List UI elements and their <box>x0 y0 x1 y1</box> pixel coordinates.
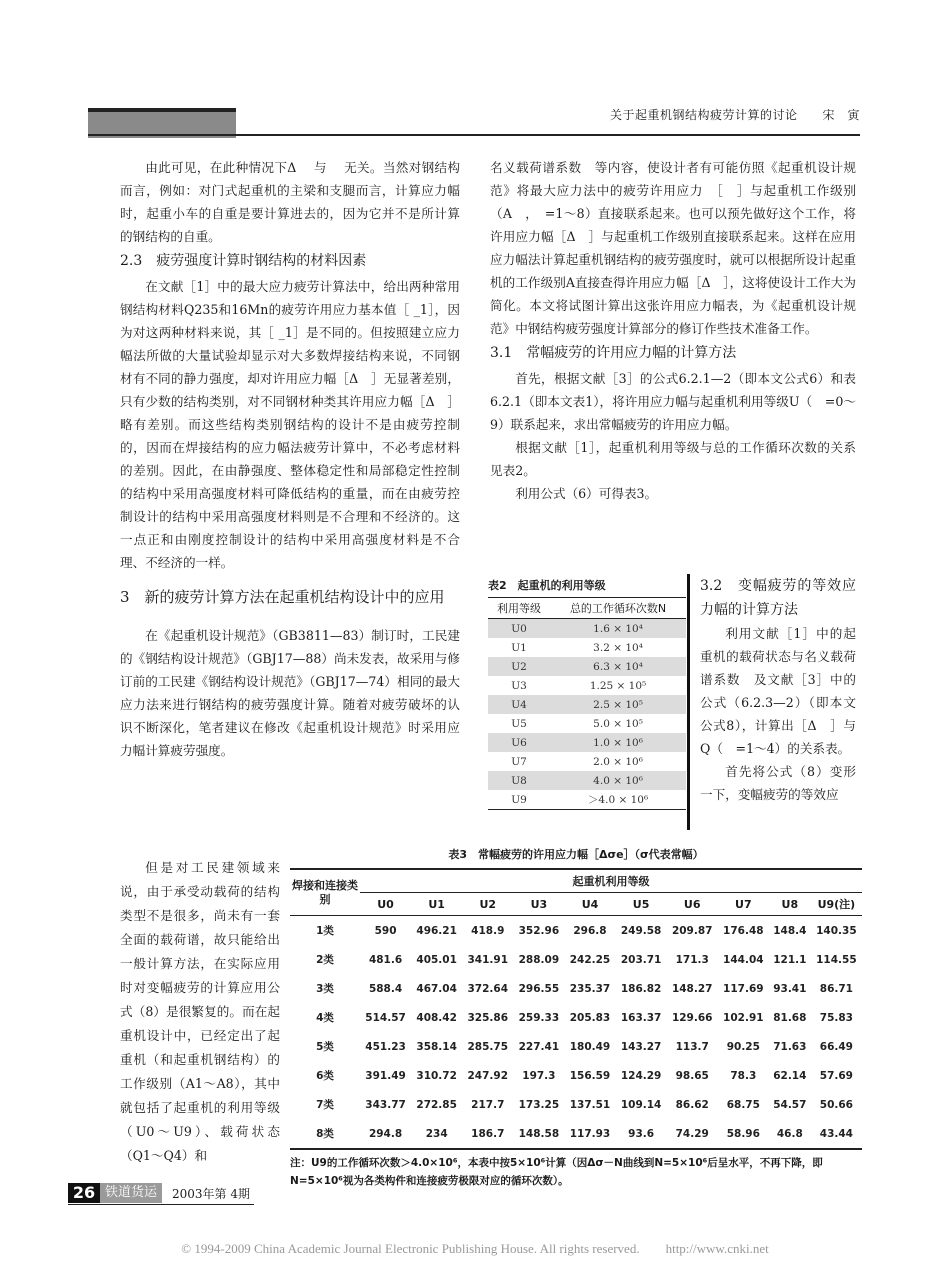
stress-range-cell: 358.14 <box>416 1040 457 1053</box>
cycle-count-cell: 6.3 × 10⁴ <box>550 657 686 676</box>
stress-range-cell: 81.68 <box>773 1011 807 1024</box>
stress-range-cell: 285.75 <box>467 1040 509 1053</box>
stress-range-cell: 451.23 <box>365 1040 406 1053</box>
section-heading: 3.1 常幅疲劳的许用应力幅的计算方法 <box>490 345 737 361</box>
weld-class-cell: 6类 <box>316 1070 334 1082</box>
stress-range-cell: 235.37 <box>569 982 611 995</box>
stress-range-cell: 54.57 <box>773 1098 807 1111</box>
stress-range-cell: 408.42 <box>416 1011 457 1024</box>
stress-range-cell: 173.25 <box>518 1098 560 1111</box>
stress-range-cell: 78.3 <box>730 1069 757 1082</box>
cycle-count-cell: ＞4.0 × 10⁶ <box>550 790 686 810</box>
stress-range-cell: 343.77 <box>365 1098 406 1111</box>
stress-range-cell: 481.6 <box>368 953 403 966</box>
stress-range-cell: 203.71 <box>620 953 662 966</box>
stress-range-cell: 272.85 <box>416 1098 457 1111</box>
table-row <box>488 676 686 695</box>
table-3-column-header: U9(注) <box>817 898 856 911</box>
cycle-count-cell: 3.2 × 10⁴ <box>593 641 643 654</box>
table-3-column-header: U8 <box>781 897 799 911</box>
weld-class-cell: 2类 <box>316 954 334 966</box>
table-2 <box>488 577 686 810</box>
table-row <box>488 714 686 733</box>
stress-range-cell: 180.49 <box>569 1040 611 1053</box>
utilization-class-cell: U0 <box>488 619 550 639</box>
paragraph: 首先，根据文献［3］的公式6.2.1—2（即本文公式6）和表6.2.1（即本文表1），将许用应力幅与起重机利用等级U（ =0～9）联系起来，求出常幅疲劳的许用应力幅。 <box>490 371 856 432</box>
table-3-column-header: U5 <box>632 897 650 911</box>
stress-range-cell: 496.21 <box>416 924 457 937</box>
table-row <box>488 657 686 676</box>
table-row <box>290 1032 862 1061</box>
stress-range-cell: 98.65 <box>675 1069 709 1082</box>
cycle-count-cell: 2.5 × 10⁵ <box>550 695 686 714</box>
cycle-count-cell: 1.25 × 10⁵ <box>589 679 647 692</box>
stress-range-cell: 93.6 <box>616 1119 667 1149</box>
section-heading: 3 新的疲劳计算方法在起重机结构设计中的应用 <box>120 588 445 606</box>
stress-range-cell: 148.27 <box>671 982 713 995</box>
table-row <box>488 638 686 657</box>
stress-range-cell: 186.7 <box>462 1119 513 1149</box>
left-bottom-text <box>120 856 280 1168</box>
weld-class-cell: 1类 <box>316 925 334 937</box>
stress-range-cell: 114.55 <box>816 953 857 966</box>
paragraph: 在文献［1］中的最大应力疲劳计算法中，给出两种常用钢结构材料Q235和16Mn的疲劳许用应力基本值［ _1］，因为对这两种材料来说，其［ _1］是不同的。但按照建立应力幅法所做的大量试验却显示对大多数焊接结构来说，不同钢材有不同的静力强度，却对许用应力幅［Δ ］无显著差别，只有少数的结构类别，对不同钢材种类其许用应力幅［Δ ］略有差别。而这些结构类别钢结构的设计不是由疲劳控制的，因而在焊接结构的应力幅法疲劳计算中，不必考虑材料的差别。因此，在由静强度、整体稳定性和局部稳定性控制的结构中采用高强度材料可降低结构的重量，而在由疲劳控制设计的结构中采用高强度材料则是不合理和不经济的。这一点正和由刚度控制设计的结构中采用高强度材料是不合理、不经济的一样。 <box>120 279 460 570</box>
stress-range-cell: 121.1 <box>773 953 807 966</box>
cycle-count-cell: 2.0 × 10⁶ <box>593 755 643 768</box>
stress-range-cell: 171.3 <box>675 953 709 966</box>
table-2-header: 利用等级 <box>488 598 550 619</box>
page-number: 26 <box>68 1183 100 1203</box>
stress-range-cell: 288.09 <box>518 953 560 966</box>
paragraph: 利用文献［1］中的起重机的载荷状态与名义载荷谱系数 及文献［3］中的公式（6.2.3—2）（即本文公式8），计算出［Δ ］与Q（ =1～4）的关系表。 <box>700 626 856 756</box>
stress-range-cell: 209.87 <box>671 924 713 937</box>
table-3-column-header: U7 <box>735 897 752 911</box>
stress-range-cell: 186.82 <box>620 982 662 995</box>
cycle-count-cell: 4.0 × 10⁶ <box>550 771 686 790</box>
side-column <box>700 574 856 806</box>
column-divider <box>687 574 690 830</box>
stress-range-cell: 57.69 <box>819 1069 853 1082</box>
table-row <box>488 619 686 639</box>
stress-range-cell: 467.04 <box>416 982 457 995</box>
utilization-class-cell: U4 <box>488 695 550 714</box>
table-2-header: 总的工作循环次数N <box>550 598 686 619</box>
table-3-column-header: U4 <box>581 897 599 911</box>
stress-range-cell: 590 <box>374 924 397 937</box>
table-row <box>290 1061 862 1090</box>
table-row <box>488 733 686 752</box>
stress-range-cell: 242.25 <box>569 953 611 966</box>
table-3-group-header: 起重机利用等级 <box>360 869 862 893</box>
running-header-author: 宋 寅 <box>822 108 860 122</box>
stress-range-cell: 102.91 <box>723 1011 764 1024</box>
stress-range-cell: 296.8 <box>573 924 607 937</box>
stress-range-cell: 391.49 <box>365 1069 406 1082</box>
table-3-column-header: U1 <box>428 897 445 911</box>
stress-range-cell: 86.71 <box>819 982 853 995</box>
header-rule <box>88 134 860 136</box>
stress-range-cell: 144.04 <box>723 953 764 966</box>
stress-range-cell: 109.14 <box>620 1098 662 1111</box>
stress-range-cell: 259.33 <box>518 1011 560 1024</box>
running-header-title: 关于起重机钢结构疲劳计算的讨论 <box>609 108 798 122</box>
table-2-caption: 表2 起重机的利用等级 <box>488 579 606 592</box>
weld-class-cell: 8类 <box>290 1119 360 1149</box>
stress-range-cell: 310.72 <box>416 1069 457 1082</box>
table-row <box>290 974 862 1003</box>
stress-range-cell: 140.35 <box>816 924 857 937</box>
table-3-corner-header: 焊接和连接类别 <box>292 878 358 906</box>
table-2-grid <box>488 597 686 810</box>
cycle-count-cell: 1.6 × 10⁴ <box>550 619 686 639</box>
stress-range-cell: 296.55 <box>518 982 560 995</box>
section-heading: 2.3 疲劳强度计算时钢结构的材料因素 <box>120 253 367 269</box>
stress-range-cell: 341.91 <box>467 953 509 966</box>
stress-range-cell: 249.58 <box>620 924 662 937</box>
table-row <box>488 771 686 790</box>
paragraph: 利用公式（6）可得表3。 <box>515 486 658 501</box>
stress-range-cell: 93.41 <box>773 982 807 995</box>
stress-range-cell: 514.57 <box>365 1011 406 1024</box>
table-3-column-header: U6 <box>683 897 701 911</box>
paragraph: 但是对工民建领域来说，由于承受动载荷的结构类型不是很多，尚未有一套全面的载荷谱，故只能给出一般计算方法，在实际应用时对变幅疲劳的计算应用公式（8）是很繁复的。而在起重机设计中，已经定出了起重机（和起重机钢结构）的工作级别（A1～A8），其中就包括了起重机的利用等级（U0～U9）、载荷状态（Q1～Q4）和 <box>120 860 280 1163</box>
stress-range-cell: 143.27 <box>620 1040 662 1053</box>
stress-range-cell: 66.49 <box>819 1040 853 1053</box>
stress-range-cell: 86.62 <box>675 1098 709 1111</box>
stress-range-cell: 205.83 <box>569 1011 611 1024</box>
stress-range-cell: 62.14 <box>773 1069 807 1082</box>
stress-range-cell: 217.7 <box>471 1098 505 1111</box>
utilization-class-cell: U2 <box>488 657 550 676</box>
stress-range-cell: 124.29 <box>620 1069 662 1082</box>
stress-range-cell: 325.86 <box>467 1011 509 1024</box>
paragraph: 首先将公式（8）变形一下，变幅疲劳的等效应 <box>700 764 856 802</box>
stress-range-cell: 418.9 <box>471 924 505 937</box>
stress-range-cell: 197.3 <box>522 1069 556 1082</box>
running-header <box>520 106 860 123</box>
stress-range-cell: 137.51 <box>569 1098 611 1111</box>
table-row <box>290 1003 862 1032</box>
utilization-class-cell: U7 <box>511 755 527 768</box>
stress-range-cell: 227.41 <box>518 1040 560 1053</box>
stress-range-cell: 148.58 <box>513 1119 564 1149</box>
copyright-notice: © 1994-2009 China Academic Journal Electronic Publishing House. All rights reserved. http://www.cnki.net <box>181 1241 769 1256</box>
stress-range-cell: 117.69 <box>723 982 764 995</box>
stress-range-cell: 43.44 <box>811 1119 862 1149</box>
table-row <box>290 1119 862 1149</box>
utilization-class-cell: U8 <box>488 771 550 790</box>
paragraph: 根据文献［1］，起重机利用等级与总的工作循环次数的关系见表2。 <box>490 440 856 478</box>
stress-range-cell: 117.93 <box>564 1119 615 1149</box>
table-row <box>488 695 686 714</box>
stress-range-cell: 247.92 <box>467 1069 509 1082</box>
right-column <box>490 156 856 505</box>
utilization-class-cell: U6 <box>488 733 550 752</box>
utilization-class-cell: U5 <box>511 717 527 730</box>
table-3-column-header: U0 <box>377 897 394 911</box>
left-column <box>120 156 460 762</box>
weld-class-cell: 7类 <box>316 1099 334 1111</box>
stress-range-cell: 90.25 <box>726 1040 760 1053</box>
utilization-class-cell: U3 <box>511 679 527 692</box>
stress-range-cell: 46.8 <box>769 1119 811 1149</box>
stress-range-cell: 75.83 <box>819 1011 853 1024</box>
stress-range-cell: 50.66 <box>819 1098 853 1111</box>
table-row <box>290 916 862 946</box>
cycle-count-cell: 5.0 × 10⁵ <box>593 717 643 730</box>
stress-range-cell: 113.7 <box>675 1040 709 1053</box>
table-row <box>290 945 862 974</box>
stress-range-cell: 352.96 <box>518 924 560 937</box>
footer-rule <box>68 1204 254 1205</box>
stress-range-cell: 234 <box>411 1119 462 1149</box>
paragraph: 由此可见，在此种情况下Δ 与 无关。当然对钢结构而言，例如：对门式起重机的主梁和支腿而言，计算应力幅时，起重小车的自重是要计算进去的，因为它并不是所计算的钢结构的自重。 <box>120 160 460 244</box>
stress-range-cell: 176.48 <box>723 924 764 937</box>
stress-range-cell: 58.96 <box>718 1119 769 1149</box>
stress-range-cell: 68.75 <box>726 1098 760 1111</box>
table-3-column-header: U3 <box>530 897 548 911</box>
table-3-note: 注：U9的工作循环次数＞4.0×10⁶，本表中按5×10⁶计算（因Δσ－N曲线到N=5×10⁶后呈水平，不再下降，即N=5×10⁶视为各类构件和连接疲劳极限对应的循环次数）。 <box>290 1157 823 1187</box>
cycle-count-cell: 1.0 × 10⁶ <box>550 733 686 752</box>
stress-range-cell: 405.01 <box>416 953 457 966</box>
table-3-grid <box>290 868 862 1150</box>
journal-name: 铁道货运 <box>100 1183 162 1203</box>
weld-class-cell: 5类 <box>316 1041 334 1053</box>
stress-range-cell: 156.59 <box>569 1069 611 1082</box>
weld-class-cell: 3类 <box>316 983 334 995</box>
stress-range-cell: 294.8 <box>360 1119 411 1149</box>
stress-range-cell: 372.64 <box>467 982 509 995</box>
table-3 <box>290 846 862 1190</box>
table-row <box>488 790 686 810</box>
paragraph: 名义载荷谱系数 等内容，使设计者有可能仿照《起重机设计规范》将最大应力法中的疲劳许用应力 ［ ］与起重机工作级别（A ， =1～8）直接联系起来。也可以预先做好这个工作，将许用应力幅［Δ ］与起重机工作级别直接联系起来。这样在应用应力幅法计算起重机钢结构的疲劳强度时，就可以根据所设计起重机的工作级别A直接查得许用应力幅［Δ ］，这将使设计工作大为简化。本文将试图计算出这张许用应力幅表，为《起重机设计规范》中钢结构疲劳强度计算部分的修订作些技术准备工作。 <box>490 160 856 336</box>
table-3-caption: 表3 常幅疲劳的许用应力幅［Δσe］（σ代表常幅） <box>448 848 704 861</box>
utilization-class-cell: U1 <box>511 641 527 654</box>
journal-issue: 2003年第 4期 <box>172 1187 250 1201</box>
table-row <box>488 752 686 771</box>
stress-range-cell: 588.4 <box>368 982 403 995</box>
stress-range-cell: 71.63 <box>773 1040 807 1053</box>
paragraph: 在《起重机设计规范》（GB3811—83）制订时，工民建的《钢结构设计规范》（GBJ17—88）尚未发表，故采用与修订前的工民建《钢结构设计规范》（GBJ17—74）相同的最大应力法来进行钢结构的疲劳强度计算。随着对疲劳破坏的认识不断深化，笔者建议在修改《起重机设计规范》时采用应力幅计算疲劳强度。 <box>120 628 460 758</box>
stress-range-cell: 148.4 <box>773 924 807 937</box>
weld-class-cell: 4类 <box>316 1012 334 1024</box>
utilization-class-cell: U9 <box>488 790 550 810</box>
table-row <box>290 1090 862 1119</box>
section-heading: 3.2 变幅疲劳的等效应力幅的计算方法 <box>700 578 856 618</box>
table-3-column-header: U2 <box>479 897 497 911</box>
stress-range-cell: 163.37 <box>620 1011 662 1024</box>
stress-range-cell: 129.66 <box>671 1011 713 1024</box>
stress-range-cell: 74.29 <box>667 1119 718 1149</box>
